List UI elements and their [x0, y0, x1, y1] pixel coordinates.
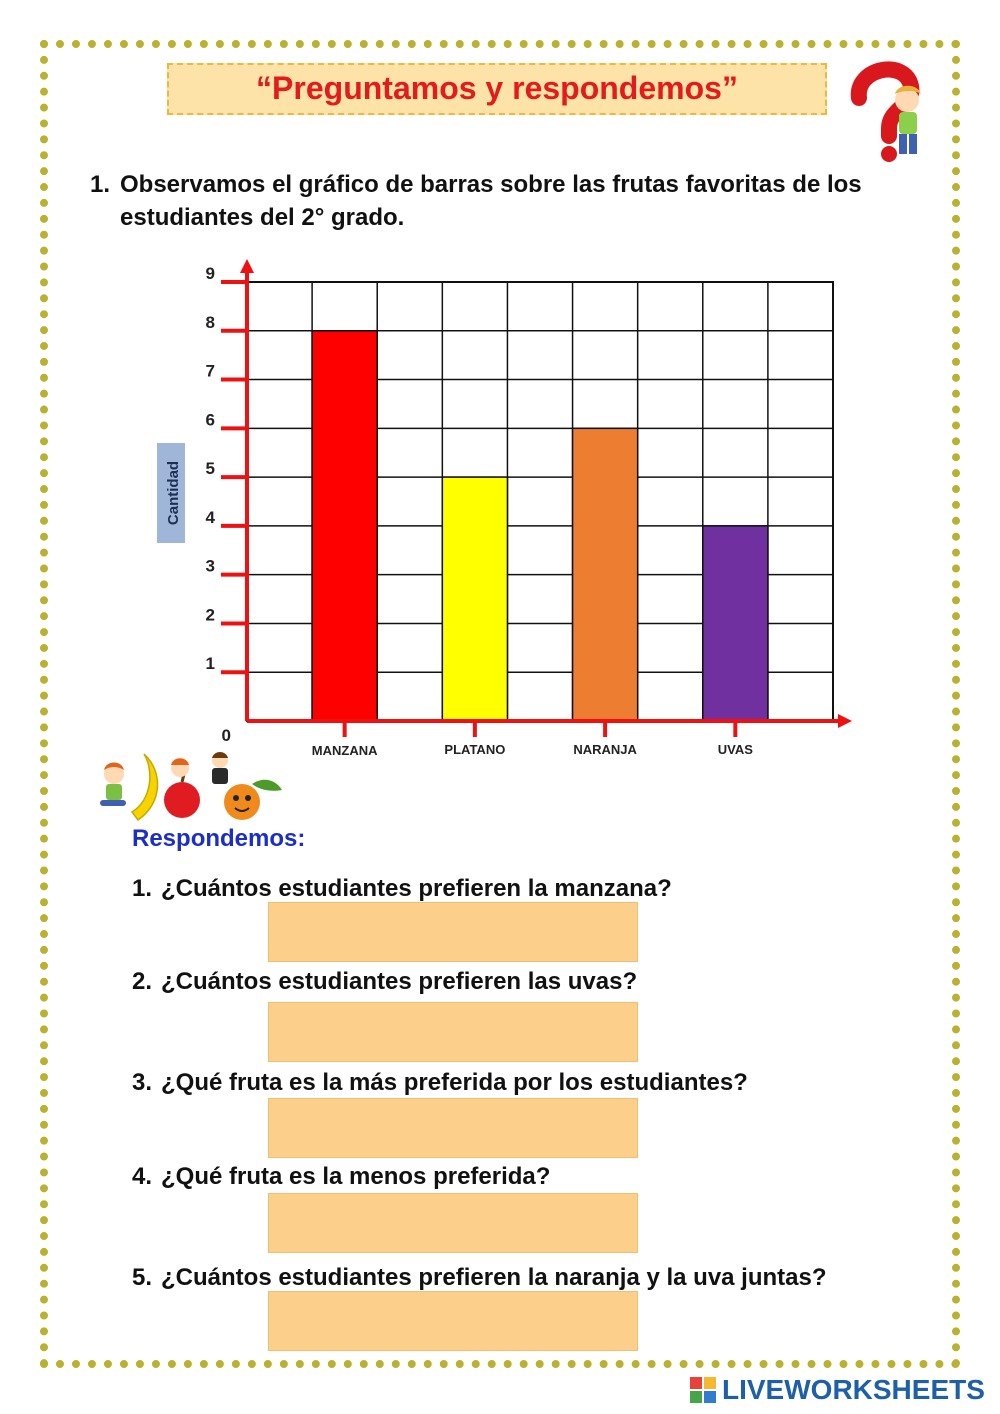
respond-title: Respondemos:	[132, 825, 306, 852]
intro-instruction	[90, 168, 940, 234]
question-text: ¿Qué fruta es la más preferida por los estudiantes?	[161, 1069, 748, 1096]
question-text: ¿Cuántos estudiantes prefieren la naranja y la uva juntas?	[161, 1264, 827, 1291]
x-tick-label: UVAS	[717, 742, 753, 757]
x-axis-arrow	[838, 714, 852, 728]
question-mark-kid-icon	[845, 58, 935, 166]
worksheet-title: “Preguntamos y respondemos”	[167, 63, 827, 115]
intro-number: 1.	[90, 171, 111, 198]
intro-text: Observamos el gráfico de barras sobre las frutas favoritas de los estudiantes del 2° grado.	[120, 171, 862, 231]
answer-input-4[interactable]	[268, 1193, 638, 1253]
y-tick-label: 2	[205, 605, 215, 625]
question-text: ¿Cuántos estudiantes prefieren las uvas?	[161, 968, 638, 995]
bar-platano	[442, 477, 507, 721]
question-text: ¿Cuántos estudiantes prefieren la manzana?	[161, 875, 672, 902]
brand-name: LIVEWORKSHEETS	[722, 1374, 985, 1405]
bar-uvas	[703, 526, 768, 721]
question-3	[132, 1067, 892, 1098]
question-5	[132, 1262, 852, 1293]
y-axis-arrow	[240, 259, 254, 273]
y-tick-label: 9	[205, 264, 215, 283]
bar-chart	[150, 255, 870, 775]
y-tick-label: 8	[205, 312, 215, 332]
fruit-characters-icon	[92, 750, 292, 824]
x-tick-label: MANZANA	[311, 743, 378, 758]
x-tick-label: NARANJA	[573, 742, 637, 757]
y-tick-label: 1	[205, 654, 215, 674]
y-tick-label: 3	[205, 556, 215, 576]
y-axis-label: Cantidad	[165, 460, 182, 526]
brand-footer	[690, 1372, 985, 1408]
answer-input-2[interactable]	[268, 1002, 638, 1062]
liveworksheets-logo-icon	[690, 1377, 716, 1403]
question-number: 2.	[132, 968, 153, 995]
y-tick-label: 4	[205, 507, 215, 527]
question-number: 3.	[132, 1069, 153, 1096]
x-tick-label: PLATANO	[444, 742, 506, 757]
y-tick-label: 5	[205, 459, 215, 479]
bar-manzana	[312, 331, 377, 721]
question-4	[132, 1161, 892, 1192]
y-tick-label: 7	[205, 361, 215, 381]
answer-input-1[interactable]	[268, 902, 638, 962]
question-text: ¿Qué fruta es la menos preferida?	[161, 1163, 551, 1190]
y-tick-label: 0	[221, 726, 231, 745]
question-number: 5.	[132, 1264, 153, 1291]
chart-x-labels	[312, 721, 753, 758]
answer-input-5[interactable]	[268, 1291, 638, 1351]
chart-y-ticks	[206, 264, 247, 745]
question-number: 4.	[132, 1163, 153, 1190]
y-tick-label: 6	[205, 410, 215, 430]
question-1	[132, 873, 892, 904]
chart-y-axis-label	[157, 443, 185, 543]
question-2	[132, 966, 892, 997]
answer-input-3[interactable]	[268, 1098, 638, 1158]
question-number: 1.	[132, 875, 153, 902]
bar-naranja	[573, 428, 638, 721]
